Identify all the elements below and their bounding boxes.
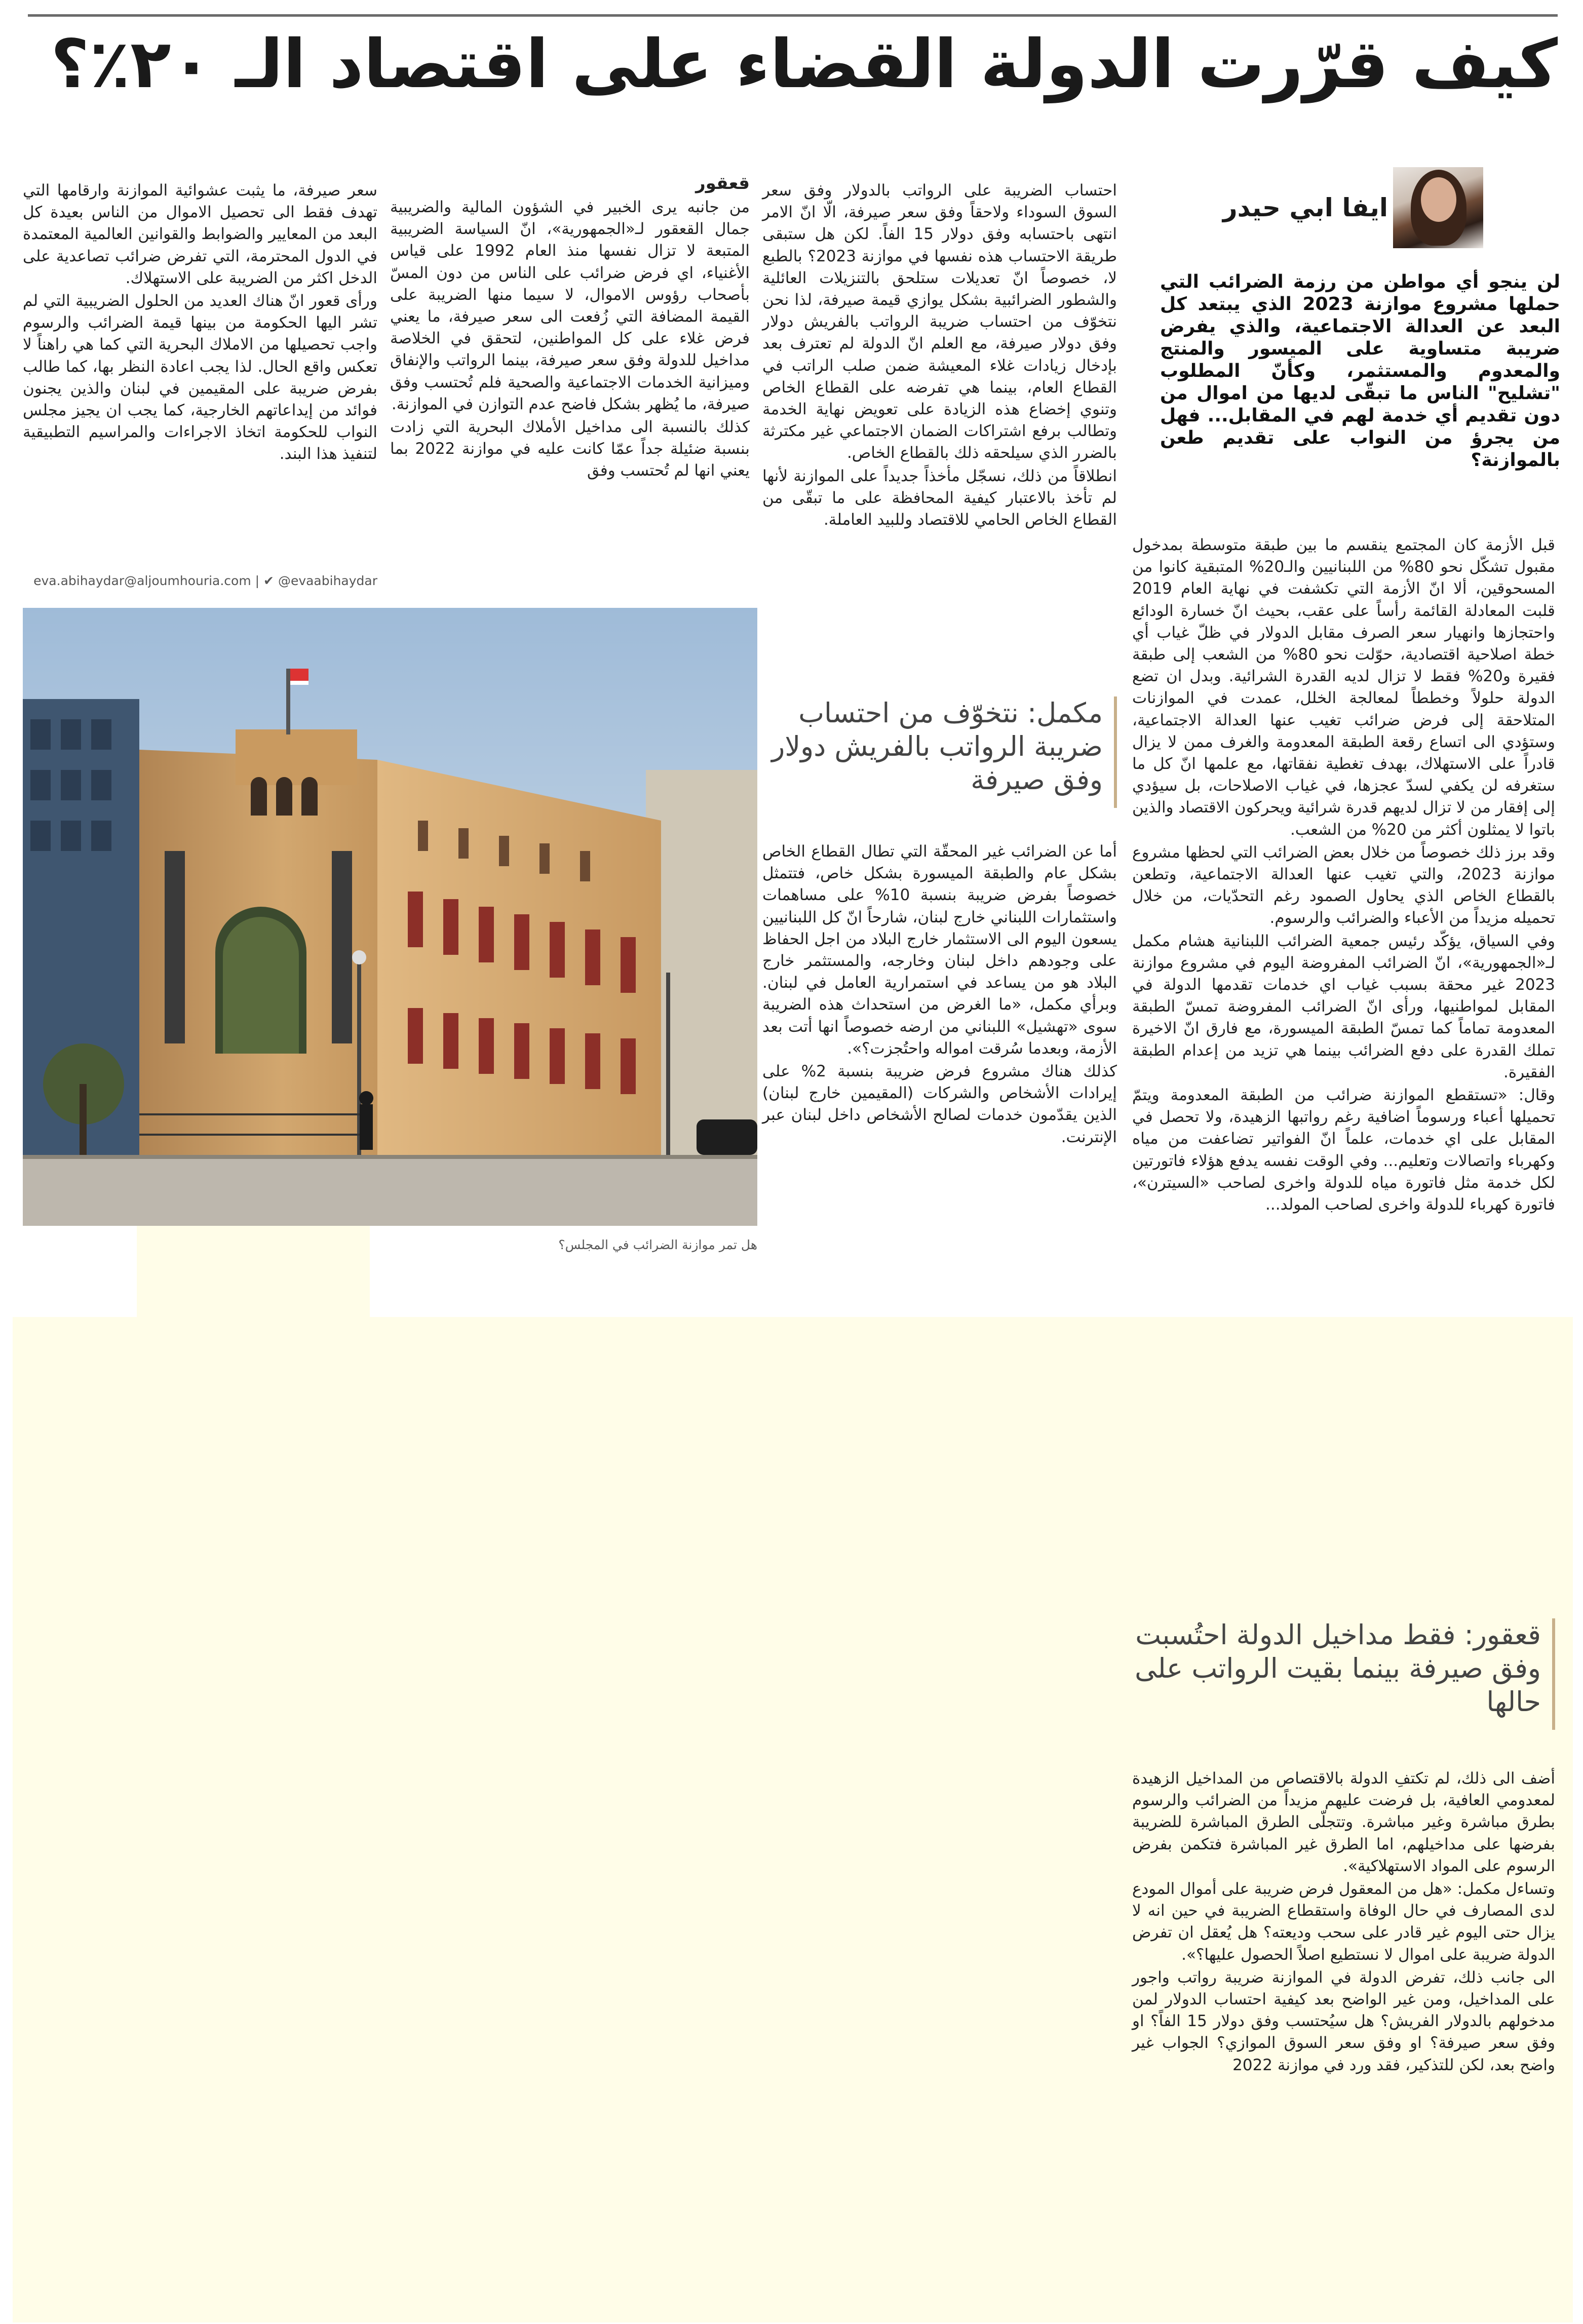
twitter-icon: ✔: [263, 573, 274, 588]
col3-paragraph-1: من جانبه يرى الخبير في الشؤون المالية والضريبية جمال القعقور لـ«الجمهورية»، انّ السياسة الضريبية المتبعة لا تزال نفسها منذ العام 1992 على قياس الأغنياء، اي فرض ضرائب على الناس من دون المسّ بأصحاب رؤوس الاموال، لا سيما منها الضريبة على القيمة المضافة التي زُفعت الى سعر صيرفة، ما يعني فرض غلاء على كل المواطنين، لتحقق في الخلاصة مداخيل للدولة وفق سعر صيرفة، بينما الرواتب والإنفاق وميزانية الخدمات الاجتماعية والصحية فلم تُحتسب وفق صيرفة، ما يُظهر بشكل فاضح عدم التوازن في الموازنة.: [390, 198, 750, 413]
headline: كيف قرّرت الدولة القضاء على اقتصاد الـ ٢٠٪؟: [50, 25, 1558, 103]
column-4: [23, 180, 377, 565]
col2-lower-paragraph-2: كذلك هناك مشروع فرض ضريبة بنسبة 2% على إيرادات الأشخاص والشركات (المقيمين خارج لبنان) الذين يقدّمون خدمات لصالح الأشخاص داخل لبنان عبر الإنترنت.: [762, 1062, 1117, 1146]
separator: |: [255, 573, 264, 588]
col2-pullquote: مكمل: نتخوّف من احتساب ضريبة الرواتب بالفريش دولار وفق صيرفة: [762, 696, 1117, 808]
col1-lower-paragraph-2: وتساءل مكمل: «هل من المعقول فرض ضريبة على أموال المودع لدى المصارف في حال الوفاة واستقطاع الضريبة في حين انه لا يزال حتى اليوم غير قادر على سحب وديعته؟ هل يُعقل ان تفرض الدولة ضريبة على اموال لا نستطيع اصلاً الحصول عليها؟».: [1132, 1880, 1555, 1964]
col1-paragraph-2: وقد برز ذلك خصوصاً من خلال بعض الضرائب التي لحظها مشروع موازنة 2023، والتي تغيب عنها العدالة الاجتماعية، وتطعن بالقطاع الخاص الذي يحاول الصمود رغم التحدّيات، من خلال تحميله مزيداً من الأعباء والضرائب والرسوم.: [1132, 843, 1555, 927]
col2-paragraph-2: انطلاقاً من ذلك، نسجّل مأخذاً جديداً على الموازنة لأنها لم تأخذ بالاعتبار كيفية المحافظة على ما تبقّى من القطاع الخاص الحامي للاقتصاد وللبيد العاملة.: [762, 467, 1117, 529]
column-1-lower: [1132, 1768, 1555, 2315]
photo-caption: هل تمر موازنة الضرائب في المجلس؟: [558, 1237, 757, 1252]
col1-lower-paragraph-3: الى جانب ذلك، تفرض الدولة في الموازنة ضريبة رواتب واجور على المداخيل، ومن غير الواضح بعد كيفية احتساب الدولار لمن مدخولهم بالدولار الفريش؟ هل سيُحتسب وفق دولار 15 الفاً؟ او وفق سعر صيرفة؟ او وفق سعر السوق الموازي؟ الجواب غير واضح بعد، لكن للتذكير، فقد ورد في موازنة 2022: [1132, 1968, 1555, 2074]
column-1: [1132, 534, 1555, 1588]
parliament-photo: [23, 608, 757, 1226]
author-photo: [1393, 167, 1483, 248]
col2-paragraph-1: احتساب الضريبة على الرواتب بالدولار وفق سعر السوق السوداء ولاحقاً وفق سعر صيرفة، الّا انّ الامر انتهى باحتسابه وفق دولار 15 الفاً. لكن هل ستبقى طريقة الاحتساب هذه نفسها في موازنة 2023؟ بالطبع لا، خصوصاً انّ تعديلات ستلحق بالتنزيلات العائلية والشطور الضرائبية بشكل يوازي قيمة صيرفة، لذا نحن نتخوّف من احتساب ضريبة الرواتب بالفريش دولار وفق دولار صيرفة، مع العلم انّ الدولة لم تعترف بعد بإدخال زيادات غلاء المعيشة ضمن صلب الراتب في القطاع العام، بينما هي تفرضه على القطاع الخاص وتنوي إخضاع هذه الزيادة على تعويض نهاية الخدمة وتطالب برفع اشتراكات الضمان الاجتماعي غير مكترثة بالضرر الذي سيلحقه ذلك بالقطاع الخاص.: [762, 181, 1117, 462]
column-2: [762, 180, 1117, 679]
col4-paragraph-1: سعر صيرفة، ما يثبت عشوائية الموازنة وارقامها التي تهدف فقط الى تحصيل الاموال من الناس بعيدة كل البعد من المعايير والضوابط والقوانين العالمية المعتمدة في الدول المحترمة، التي تفرض ضرائب تصاعدية على الدخل اكثر من الضريبة على الاستهلاك.: [23, 181, 377, 287]
author-name: ايفا ابي حيدر: [1222, 193, 1388, 222]
author-contact: [23, 570, 377, 592]
col1-lower-paragraph-1: أضف الى ذلك، لم تكتفِ الدولة بالاقتصاص من المداخيل الزهيدة لمعدومي العافية، بل فرضت عليهم مزيداً من الضرائب والرسوم بطرق مباشرة وغير مباشرة. وتتجلّى الطرق المباشرة للضريبة بفرضها على مداخيلهم، اما الطرق غير المباشرة فتكمن بفرض الرسوم على المواد الاستهلاكية».: [1132, 1769, 1555, 1875]
author-face: [1421, 177, 1456, 222]
author-email: eva.abihaydar@aljoumhouria.com: [33, 573, 251, 588]
col1-paragraph-4: وقال: «تستقطع الموازنة ضرائب من الطبقة المعدومة ويتمّ تحميلها أعباء ورسوماً اضافية رغم رواتبها الزهيدة، ولا تحصل في المقابل على اي خدمات، علماً انّ الفواتير تضاعفت من مياه وكهرباء واتصالات وتعليم... وفي الوقت نفسه يدفع هؤلاء فاتورتين لكل خدمة مثل فاتورة مياه للدولة واخرى لصاحب «السيترن»، فاتورة كهرباء للدولة واخرى لصاحب المولد...: [1132, 1086, 1555, 1214]
author-twitter: @evaabihaydar: [278, 573, 377, 588]
column-2-lower: [762, 841, 1117, 1287]
parliament-illustration: [23, 608, 757, 1226]
lede-paragraph: لن ينجو أي مواطن من رزمة الضرائب التي حملها مشروع موازنة 2023 الذي يبتعد كل البعد عن العدالة الاجتماعية، والذي يفرض ضريبة متساوية على الميسور والمنتج والمعدوم والمستثمر، وكأنّ المطلوب "تشليح" الناس ما تبقّى لديها من اموال من دون تقديم أي خدمة لهم في المقابل... فهل من يجرؤ من النواب على تقديم طعن بالموازنة؟: [1160, 272, 1561, 471]
col3-paragraph-2: كذلك بالنسبة الى مداخيل الأملاك البحرية التي زادت بنسبة ضئيلة جداً عمّا كانت عليه في موازنة 2022 بما يعني انها لم تُحتسب وفق: [390, 418, 750, 480]
col1-pullquote: قعقور: فقط مداخيل الدولة احتُسبت وفق صيرفة بينما بقيت الرواتب على حالها: [1132, 1618, 1555, 1730]
col1-paragraph-1: قبل الأزمة كان المجتمع ينقسم ما بين طبقة متوسطة بمدخول مقبول تشكّل نحو 80% من اللبنانيين والـ20% المتبقية كانوا من المسحوقين، ألا انّ الأزمة التي تكشفت في نهاية العام 2019 قلبت المعادلة القائمة رأساً على عقب، بحيث انّ خسارة الودائع واحتجازها وانهيار سعر الصرف مقابل الدولار في ظلّ غياب أي خطة اصلاحية اقتصادية، حوّلت نحو 80% من الشعب إلى طبقة فقيرة و20% فقط لا تزال لديه القدرة الشرائية. وبدل ان تضع الدولة حلولاً وخططاً لمعالجة الخلل، عمدت في الموازنات المتلاحقة إلى فرض ضرائب تغيب عنها العدالة الاجتماعية، وستؤدي الى اتساع رقعة الطبقة المعدومة والغرف ممن لا يزال قادراً على الاستهلاك، بهدف تغطية نفقاتها، مع علمها انّ كل ما ستغرفه لن يكفي لسدّ عجزها، في غياب الاصلاحات، بل سيؤدي إلى إفقار من لا تزال لديهم قدرة شرائية ويحركون الاقتصاد والذين باتوا لا يمثلون أكثر من 20% من الشعب.: [1132, 536, 1555, 839]
top-rule: [28, 14, 1558, 17]
col2-lower-paragraph-1: أما عن الضرائب غير المحقّة التي تطال القطاع الخاص بشكل عام والطبقة الميسورة بشكل خاص، فتتمثل خصوصاً بفرض ضريبة بنسبة 10% على مساهمات واستثمارات اللبناني خارج لبنان، شارحاً انّ كل اللبنانيين يسعون اليوم الى الاستثمار خارج البلاد من اجل الحفاظ على وجودهم داخل لبنان وخارجه، والمستثمر خارج البلاد هو من يساعد في استمرارية العامل في لبنان. وبرأي مكمل، «ما الغرض من استحداث هذه الضريبة سوى «تهشيل» اللبناني من ارضه خصوصاً انها أتت بعد الأزمة، وبعدما سُرقت امواله واحتُجزت؟».: [762, 842, 1117, 1058]
col1-paragraph-3: وفي السياق، يؤكّد رئيس جمعية الضرائب اللبنانية هشام مكمل لـ«الجمهورية»، انّ الضرائب المفروضة اليوم في مشروع موازنة 2023 غير محقة بسبب غياب اي خدمات تقدمها الدولة في المقابل لمواطنيها، ورأى انّ الضرائب المفروضة تمسّ الطبقة المعدومة تماماً كما تمسّ الطبقة الميسورة، مع فارق انّ الاخيرة تملك القدرة على دفع الضرائب بينما هي تزيد من إعدام الطبقة الفقيرة.: [1132, 932, 1555, 1081]
column-3: [390, 172, 750, 593]
col3-subhead: قعقور: [696, 173, 750, 193]
col4-paragraph-2: ورأى قعور انّ هناك العديد من الحلول الضريبية التي لم تشر اليها الحكومة من بينها قيمة الضرائب والرسوم واجب تحصيلها من الاملاك البحرية التي كما هي راهناً لا تعكس واقع الحال. لذا يجب اعادة النظر بها، كما طالب بفرض ضريبة على المقيمين في لبنان والذين يجنون فوائد من إيداعاتهم الخارجية، كما يجب ان يجيز مجلس النواب للحكومة اتخاذ الاجراءات والمراسيم التطبيقية لتنفيذ هذا البند.: [23, 292, 377, 463]
